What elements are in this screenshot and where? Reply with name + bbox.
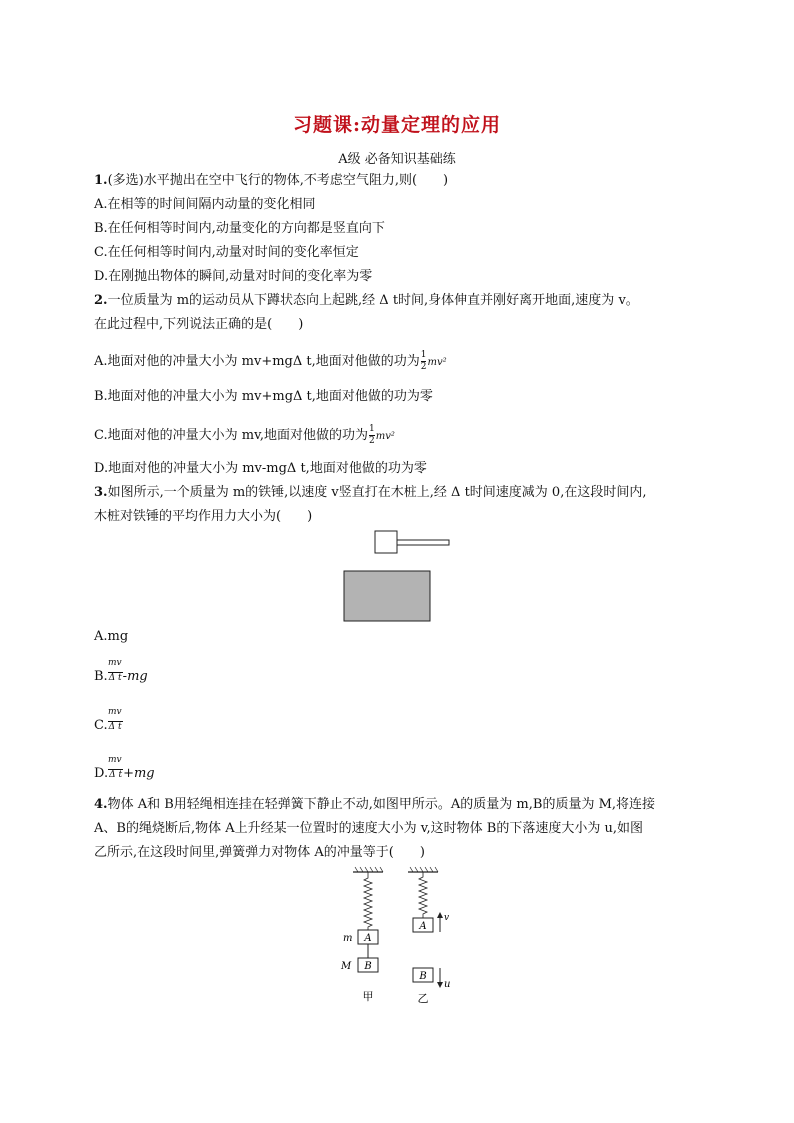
q1-option-a: A.在相等的时间间隔内动量的变化相同 (94, 197, 316, 212)
ceiling-left (353, 867, 383, 872)
q3-option-d-tail: +mg (123, 766, 155, 781)
velocity-v-label: v (444, 913, 450, 923)
q3-option-c-label: C. (94, 718, 108, 733)
q2-number: 2. (94, 293, 108, 308)
velocity-u-label: u (444, 979, 451, 990)
q3-number: 3. (94, 485, 108, 500)
q3-option-b-label: B. (94, 669, 108, 684)
velocity-v-arrowhead (437, 912, 443, 918)
block-b-right-label: B (419, 971, 427, 982)
fraction-denominator: 2 (369, 436, 375, 446)
q2-option-c-text: C.地面对他的冲量大小为 mv,地面对他做的功为 (94, 428, 369, 443)
q3-option-d (94, 755, 214, 785)
q2-stem-line2: 在此过程中,下列说法正确的是( ) (94, 317, 304, 332)
caption-jia: 甲 (362, 990, 374, 1003)
q2-option-c-tail: mv² (375, 431, 395, 442)
q3-option-d-numerator: mv (108, 755, 122, 765)
hammer-head (375, 531, 397, 553)
q2-option-a-tail: mv² (427, 357, 447, 368)
q3-option-a (94, 628, 128, 646)
q2-option-d: D.地面对他的冲量大小为 mv-mgΔ t,地面对他做的功为零 (94, 461, 427, 476)
q3-option-b-denominator: Δ t (108, 673, 122, 683)
q4-stem-line2: A、B的绳烧断后,物体 A上升经某一位置时的速度大小为 v,这时物体 B的下落速度大小为 u,如图 (94, 821, 643, 836)
block-b-left-label: B (364, 961, 372, 972)
velocity-u-arrowhead (437, 982, 443, 988)
q3-option-b-numerator: mv (108, 658, 122, 668)
page-title: 习题课:动量定理的应用 (292, 114, 501, 136)
q4-stem-text: 物体 A和 B用轻绳相连挂在轻弹簧下静止不动,如图甲所示。A的质量为 m,B的质量为 M,将连接 (107, 797, 656, 812)
hammer-handle (397, 540, 449, 545)
q3-option-d-denominator: Δ t (109, 770, 123, 780)
spring-left (364, 872, 372, 930)
q4-stem-line3: 乙所示,在这段时间里,弹簧弹力对物体 A的冲量等于( ) (94, 845, 425, 860)
q2-option-b: B.地面对他的冲量大小为 mv+mgΔ t,地面对他做的功为零 (94, 389, 433, 404)
ceiling-right (408, 867, 438, 872)
wooden-stake (344, 571, 430, 621)
q4-stem-line1 (94, 796, 655, 814)
q1-stem-text: (多选)水平抛出在空中飞行的物体,不考虑空气阻力,则( ) (107, 173, 449, 188)
fraction-numerator: 1 (420, 350, 427, 360)
fraction-numerator: 1 (369, 424, 375, 434)
q2-option-a-text: A.地面对他的冲量大小为 mv+mgΔ t,地面对他做的功为 (94, 354, 420, 369)
mass-M-label: M (341, 961, 352, 972)
q3-option-d-label: D. (94, 766, 109, 781)
fraction-denominator: 2 (420, 362, 427, 372)
q3-option-b-row (94, 669, 148, 684)
spring-right (419, 872, 427, 918)
q3-option-c-row (94, 718, 123, 733)
q1-option-b: B.在任何相等时间内,动量变化的方向都是竖直向下 (94, 221, 385, 236)
q3-option-c-denominator: Δ t (108, 722, 122, 732)
q4-number: 4. (94, 797, 108, 812)
q3-option-a-text: A.mg (94, 629, 129, 644)
q3-option-b-tail: -mg (122, 669, 148, 684)
q4-spring-figure (330, 866, 490, 1006)
q3-stem-line2: 木桩对铁锤的平均作用力大小为( ) (94, 509, 313, 524)
block-a-right-label: A (419, 921, 427, 932)
block-a-left-label: A (364, 933, 372, 944)
q3-option-d-row (94, 766, 155, 781)
q3-stem-text: 如图所示,一个质量为 m的铁锤,以速度 v竖直打在木桩上,经 Δ t时间速度减为 0,在这段时间内, (107, 485, 647, 500)
q3-option-b (94, 658, 214, 688)
q1-option-c: C.在任何相等时间内,动量对时间的变化率恒定 (94, 245, 359, 260)
q2-stem-text: 一位质量为 m的运动员从下蹲状态向上起跳,经 Δ t时间,身体伸直并刚好离开地面,速度为 v。 (107, 293, 639, 308)
section-subtitle: A级 必备知识基础练 (338, 152, 456, 167)
q3-option-c (94, 707, 214, 737)
caption-yi: 乙 (417, 992, 429, 1005)
q3-option-c-numerator: mv (108, 707, 122, 717)
q1-number: 1. (94, 173, 108, 188)
q1-option-d: D.在刚抛出物体的瞬间,动量对时间的变化率为零 (94, 269, 373, 284)
mass-m-label: m (343, 933, 353, 944)
